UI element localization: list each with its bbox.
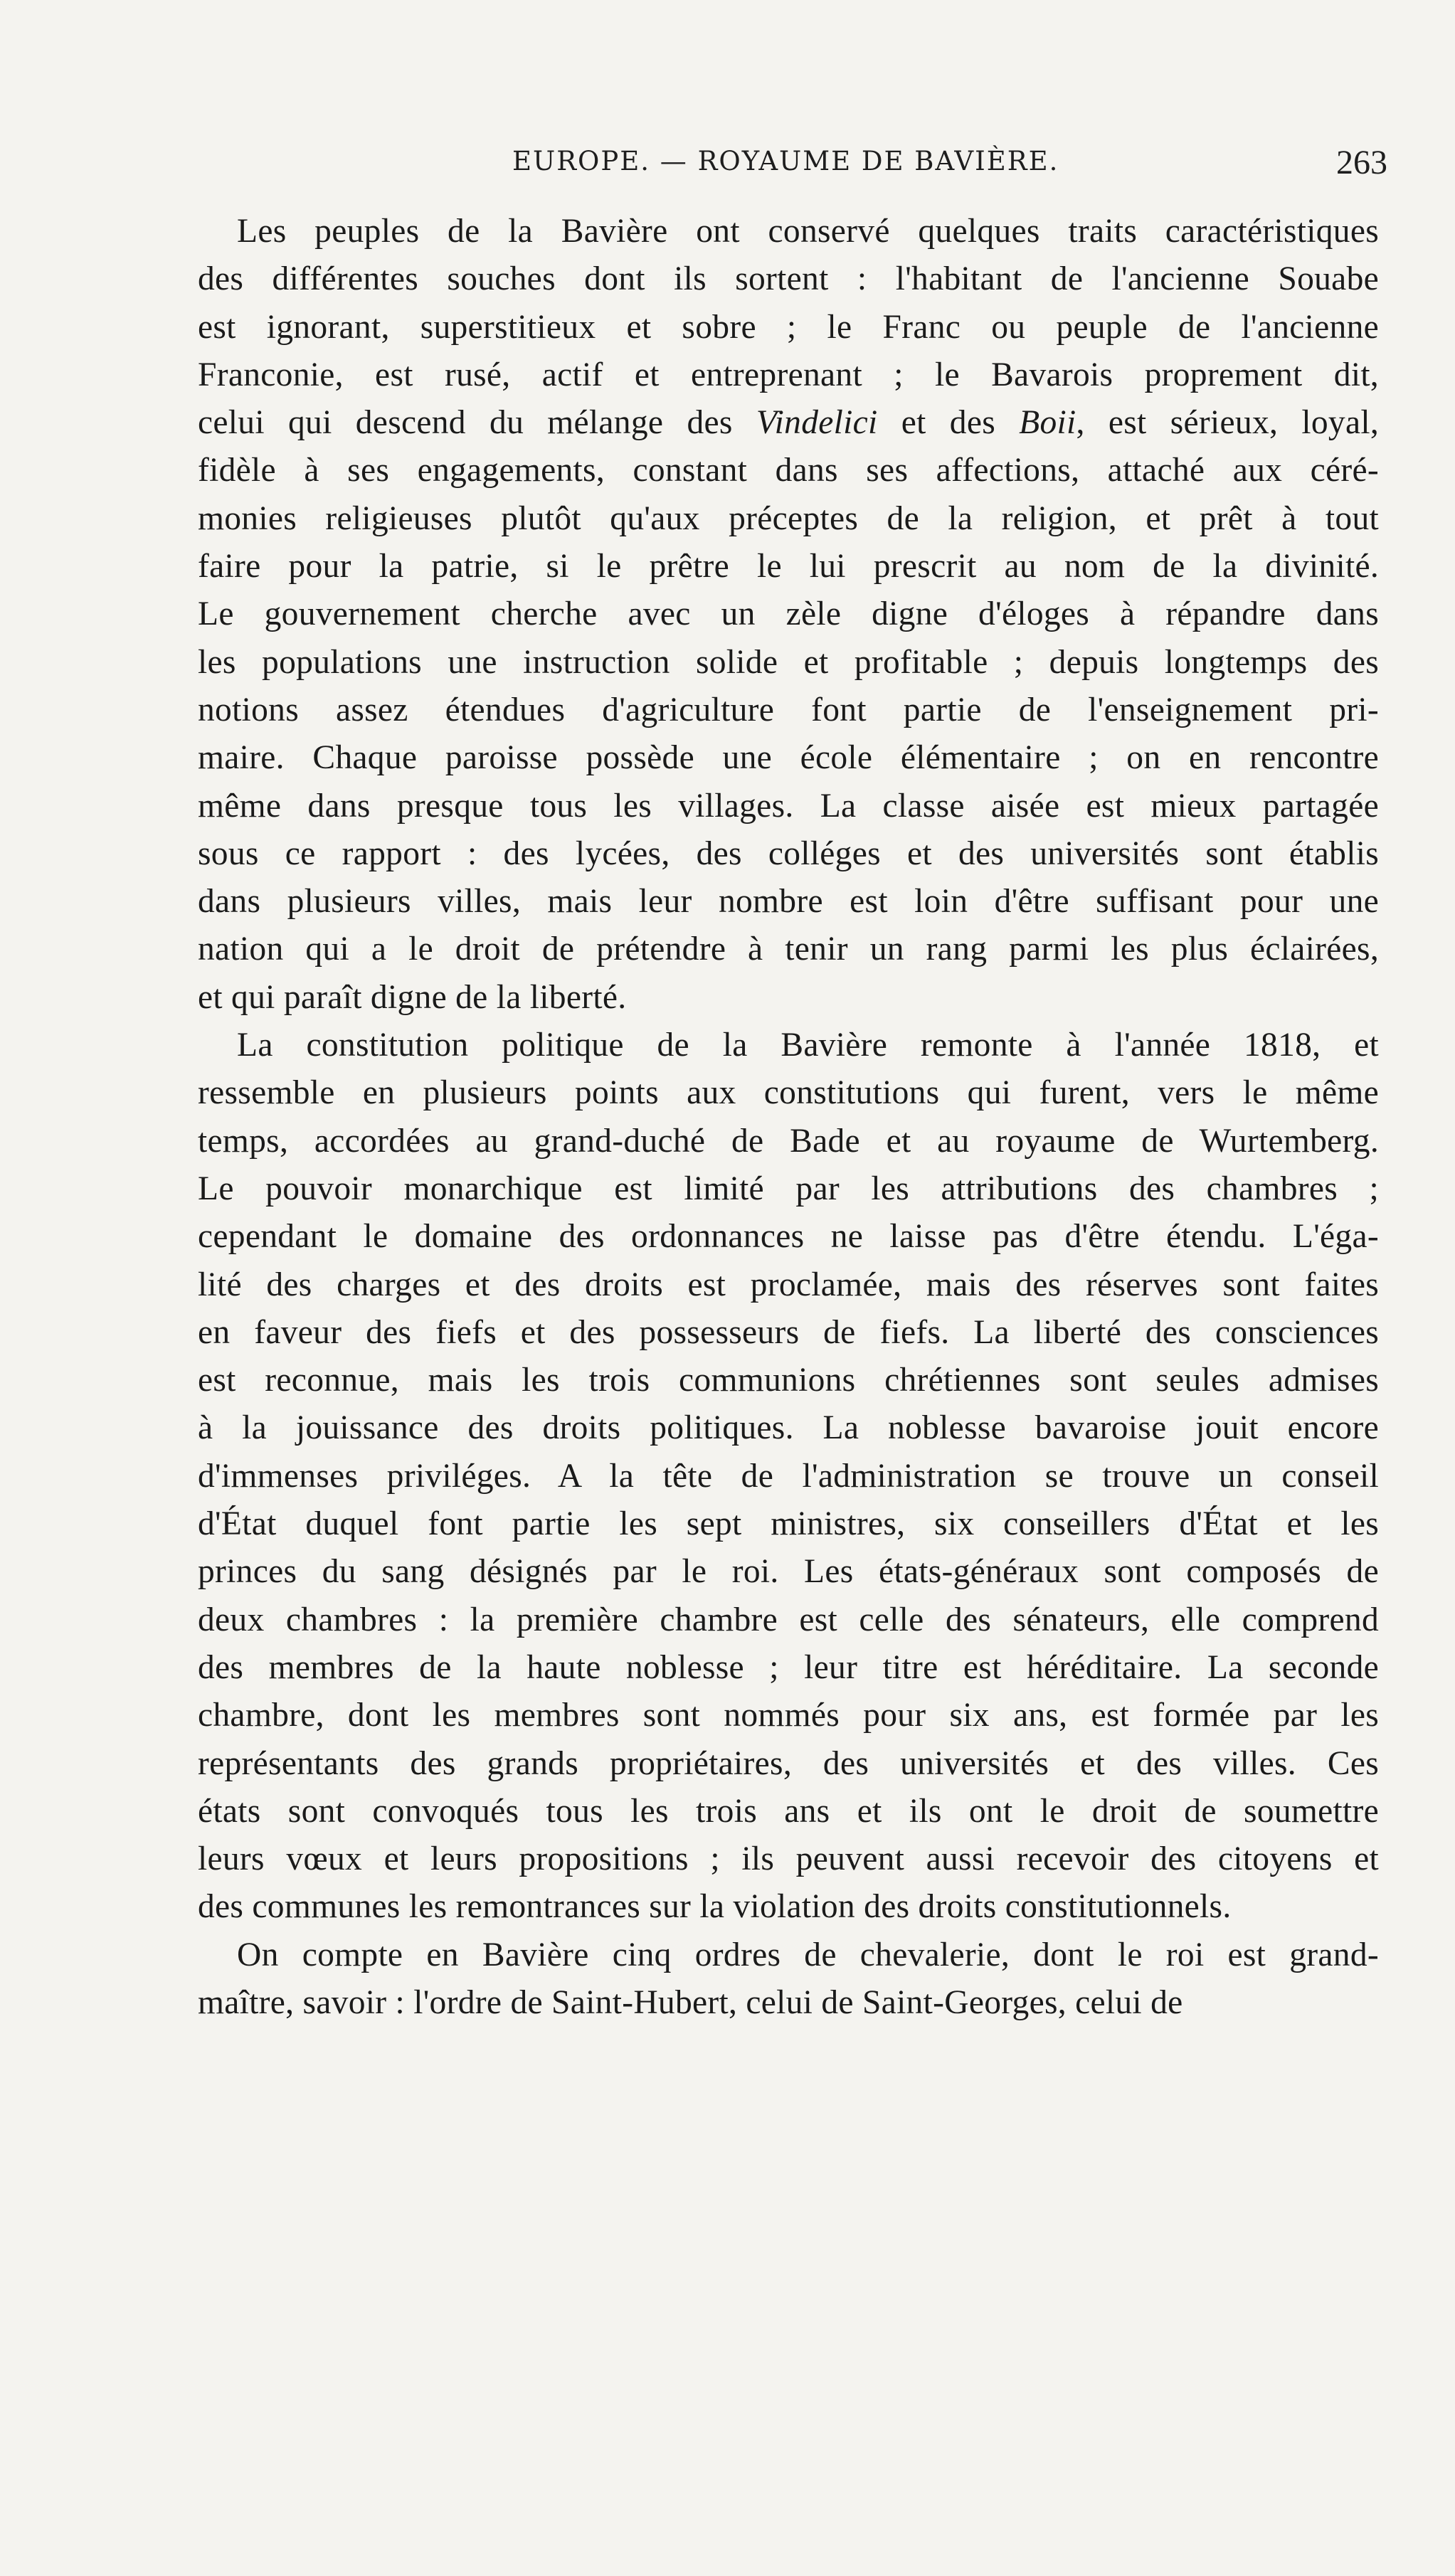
text-line: On compte en Bavière cinq ordres de chevalerie, dont le roi est grand- xyxy=(237,1936,1379,1973)
text-line: cependant le domaine des ordonnances ne laisse pas d'être étendu. L'éga- xyxy=(198,1218,1379,1256)
text-line: et qui paraît digne de la liberté. xyxy=(198,978,627,1016)
text-line: notions assez étendues d'agriculture font partie de l'enseignement pri- xyxy=(198,691,1379,728)
text-line: sous ce rapport : des lycées, des colléges et des universités sont établis xyxy=(198,834,1379,872)
text-line: maître, savoir : l'ordre de Saint-Hubert, celui de Saint-Georges, celui de xyxy=(198,1983,1183,2021)
text-line: est ignorant, superstitieux et sobre ; le Franc ou peuple de l'ancienne xyxy=(198,308,1379,346)
text-line: états sont convoqués tous les trois ans et ils ont le droit de soumettre xyxy=(198,1792,1379,1830)
page-number: 263 xyxy=(1336,144,1387,181)
text-line: faire pour la patrie, si le prêtre le lui prescrit au nom de la divinité. xyxy=(198,548,1379,585)
text-line: des communes les remontrances sur la violation des droits constitutionnels. xyxy=(198,1888,1232,1926)
text-line: d'État duquel font partie les sept ministres, six conseillers d'État et les xyxy=(198,1505,1379,1543)
text-line: princes du sang désignés par le roi. Les états-généraux sont composés de xyxy=(198,1553,1379,1591)
text-line: représentants des grands propriétaires, des universités et des villes. Ces xyxy=(198,1744,1379,1782)
running-head: EUROPE. — ROYAUME DE BAVIÈRE. xyxy=(512,146,1059,176)
text-line: celui qui descend du mélange des Vindelici et des Boii, est sérieux, loyal, xyxy=(198,404,1379,442)
text-line: maire. Chaque paroisse possède une école élémentaire ; on en rencontre xyxy=(198,739,1379,777)
paragraph xyxy=(198,1931,1379,2028)
text-line: monies religieuses plutôt qu'aux préceptes de la religion, et prêt à tout xyxy=(198,499,1379,537)
text-line: dans plusieurs villes, mais leur nombre est loin d'être suffisant pour une xyxy=(198,883,1379,921)
text-line: Les peuples de la Bavière ont conservé quelques traits caractéristiques xyxy=(237,213,1379,250)
text-line: Franconie, est rusé, actif et entreprenant ; le Bavarois proprement dit, xyxy=(198,356,1379,393)
text-line: La constitution politique de la Bavière remonte à l'année 1818, et xyxy=(237,1027,1379,1064)
page-header xyxy=(199,146,1387,189)
text-line: deux chambres : la première chambre est celle des sénateurs, elle comprend xyxy=(198,1601,1379,1638)
text-line: est reconnue, mais les trois communions chrétiennes sont seules admises xyxy=(198,1362,1379,1399)
text-line: des différentes souches dont ils sortent : l'habitant de l'ancienne Souabe xyxy=(198,260,1379,298)
text-line: ressemble en plusieurs points aux constitutions qui furent, vers le même xyxy=(198,1074,1379,1112)
text-line: nation qui a le droit de prétendre à tenir un rang parmi les plus éclairées, xyxy=(198,931,1379,968)
paragraph xyxy=(198,208,1379,1022)
text-line: fidèle à ses engagements, constant dans ses affections, attaché aux céré- xyxy=(198,452,1379,489)
text-line: Le pouvoir monarchique est limité par les attributions des chambres ; xyxy=(198,1170,1379,1207)
text-line: temps, accordées au grand-duché de Bade et au royaume de Wurtemberg. xyxy=(198,1122,1379,1160)
text-line: d'immenses priviléges. A la tête de l'administration se trouve un conseil xyxy=(198,1457,1379,1495)
text-line: en faveur des fiefs et des possesseurs de fiefs. La liberté des consciences xyxy=(198,1313,1379,1351)
text-line: les populations une instruction solide et profitable ; depuis longtemps des xyxy=(198,643,1379,681)
body-text xyxy=(198,208,1379,2027)
text-line: lité des charges et des droits est proclamée, mais des réserves sont faites xyxy=(198,1266,1379,1303)
text-line: chambre, dont les membres sont nommés pour six ans, est formée par les xyxy=(198,1697,1379,1734)
paragraph xyxy=(198,1022,1379,1931)
text-line: même dans presque tous les villages. La classe aisée est mieux partagée xyxy=(198,787,1379,825)
text-line: à la jouissance des droits politiques. La noblesse bavaroise jouit encore xyxy=(198,1409,1379,1447)
text-line: Le gouvernement cherche avec un zèle digne d'éloges à répandre dans xyxy=(198,595,1379,633)
text-line: leurs vœux et leurs propositions ; ils peuvent aussi recevoir des citoyens et xyxy=(198,1840,1379,1878)
text-line: des membres de la haute noblesse ; leur titre est héréditaire. La seconde xyxy=(198,1648,1379,1686)
